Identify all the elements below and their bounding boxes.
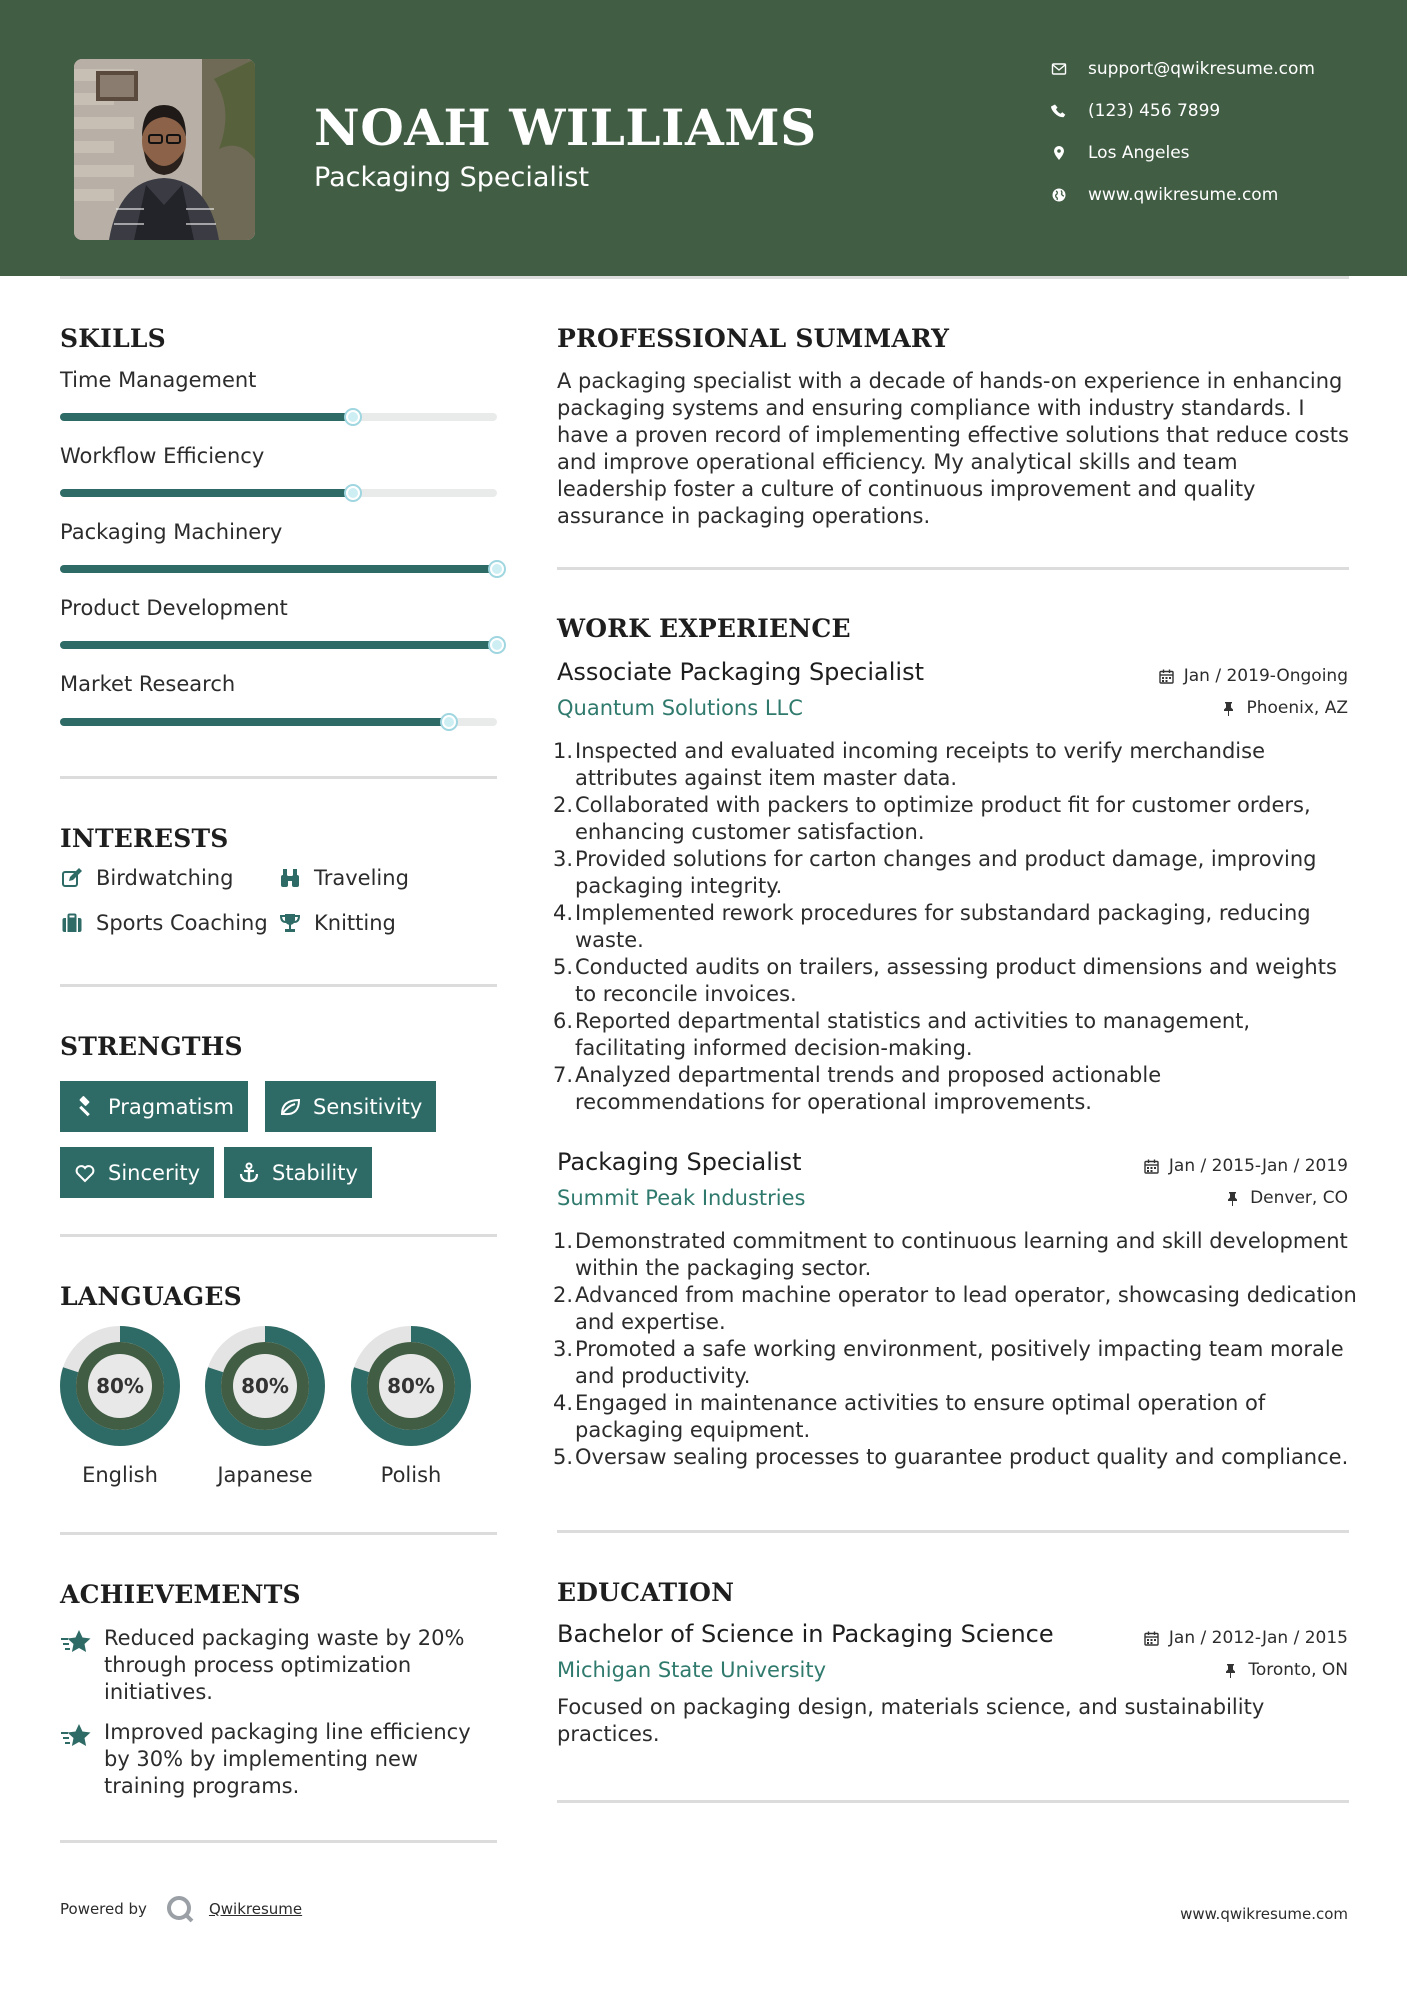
interest-label: Traveling [314,866,409,890]
job-bullet: 4. Implemented rework procedures for substandard packaging, reducing waste. [553,901,1311,952]
job-bullet: 7. Analyzed departmental trends and proposed actionable recommendations for operational improvements. [553,1063,1162,1114]
contact-location-text: Los Angeles [1088,143,1190,163]
interest-item [60,866,233,890]
education-school: Michigan State University [557,1658,827,1682]
candidate-title: Packaging Specialist [314,162,590,193]
calendar-icon [1144,1631,1159,1646]
education-heading: EDUCATION [557,1578,735,1607]
contact-website-text: www.qwikresume.com [1088,185,1279,205]
language-percent: 80% [96,1374,144,1398]
skill-bar-knob [344,408,362,426]
education-location [1223,1660,1348,1680]
interest-item [60,911,268,935]
job-bullet: 1. Inspected and evaluated incoming receipts to verify merchandise attributes against item master data. [553,739,1265,790]
skill-label: Workflow Efficiency [60,444,265,468]
language-donut [350,1325,472,1447]
languages-heading: LANGUAGES [60,1282,242,1311]
job-location [1221,698,1348,718]
section-divider [60,984,497,987]
job-bullets [553,738,1357,1116]
interest-label: Sports Coaching [96,911,268,935]
language-donut [59,1325,181,1447]
pushpin-icon [1223,1663,1238,1678]
summary-heading: PROFESSIONAL SUMMARY [557,324,950,353]
language-item [350,1325,472,1487]
skill-bar-knob [440,713,458,731]
skill-bar-fill [60,718,449,726]
strength-label: Stability [272,1160,358,1185]
interest-label: Birdwatching [96,866,234,890]
section-divider [557,1530,1349,1533]
strength-label: Pragmatism [108,1094,234,1119]
job-dates-text: Jan / 2015-Jan / 2019 [1168,1156,1348,1176]
skill-bar [60,489,497,497]
star-icon [60,1627,92,1659]
job-bullet: 5. Conducted audits on trailers, assessing product dimensions and weights to reconcile invoices. [553,955,1337,1006]
qwikresume-link[interactable]: Qwikresume [208,1900,303,1918]
skill-bar-fill [60,413,353,421]
skill-label: Time Management [60,368,257,392]
strength-chip [265,1081,436,1132]
interest-label: Knitting [314,911,396,935]
job-bullet: 1. Demonstrated commitment to continuous learning and skill development within the packaging sector. [553,1229,1348,1280]
skill-bar-fill [60,489,353,497]
contact-location [1050,138,1370,168]
education-description: Focused on packaging design, materials science, and sustainability practices. [557,1695,1265,1746]
powered-by [60,1894,302,1924]
calendar-icon [1159,669,1174,684]
briefcase-icon [60,911,84,935]
phone-icon [1050,102,1068,120]
binoculars-icon [278,866,302,890]
leaf-icon [279,1096,301,1118]
section-divider [60,1532,497,1535]
skill-bar-knob [344,484,362,502]
qwikresume-logo-icon [165,1894,195,1924]
envelope-icon [1050,60,1068,78]
contact-email[interactable] [1050,54,1370,84]
strength-chip [60,1147,214,1198]
skill-label: Packaging Machinery [60,520,283,544]
job-title: Associate Packaging Specialist [557,658,924,686]
contact-phone-text: (123) 456 7899 [1088,101,1221,121]
pushpin-icon [1221,701,1236,716]
header-divider [60,276,1349,279]
language-item [204,1325,326,1487]
job-dates [1159,666,1348,686]
job-location-text: Denver, CO [1250,1188,1348,1208]
anchor-icon [238,1162,260,1184]
interest-item [278,866,409,890]
skill-bar-knob [488,636,506,654]
job-bullet: 3. Provided solutions for carton changes and product damage, improving packaging integrity. [553,847,1317,898]
job-bullet: 3. Promoted a safe working environment, positively impacting team morale and productivity. [553,1337,1344,1388]
job-bullet: 2. Collaborated with packers to optimize product fit for customer orders, enhancing customer satisfaction. [553,793,1311,844]
job-bullet: 4. Engaged in maintenance activities to ensure optimal operation of packaging equipment. [553,1391,1266,1442]
globe-icon [1050,186,1068,204]
job-bullets [553,1228,1357,1471]
star-icon [60,1721,92,1753]
achievements-heading: ACHIEVEMENTS [60,1580,301,1609]
education-dates-text: Jan / 2012-Jan / 2015 [1168,1628,1348,1648]
achievement-item [60,1625,500,1706]
section-divider [60,776,497,779]
job-bullet: 5. Oversaw sealing processes to guarantee product quality and compliance. [553,1445,1349,1469]
job-location [1225,1188,1348,1208]
skill-bar [60,413,497,421]
skill-bar-fill [60,565,497,573]
profile-photo [74,59,255,240]
job-bullet: 6. Reported departmental statistics and activities to management, facilitating informed decision-making. [553,1009,1251,1060]
language-name: Japanese [217,1463,313,1487]
pushpin-icon [1225,1191,1240,1206]
contact-email-text: support@qwikresume.com [1088,59,1315,79]
skill-bar-fill [60,641,497,649]
skill-label: Market Research [60,672,236,696]
strength-label: Sincerity [108,1160,201,1185]
job-title: Packaging Specialist [557,1148,802,1176]
interest-item [278,911,396,935]
job-company: Quantum Solutions LLC [557,696,803,720]
strength-chip [60,1081,248,1132]
section-divider [557,1800,1349,1803]
education-degree: Bachelor of Science in Packaging Science [557,1620,1054,1648]
resume-header [0,0,1407,276]
experience-heading: WORK EXPERIENCE [557,614,851,643]
strength-chip [224,1147,372,1198]
skill-bar [60,718,497,726]
job-dates [1144,1156,1348,1176]
skill-label: Product Development [60,596,288,620]
section-divider [557,567,1349,570]
interests-heading: INTERESTS [60,824,229,853]
footer-website[interactable]: www.qwikresume.com [1180,1905,1348,1923]
trophy-icon [278,911,302,935]
skill-bar [60,565,497,573]
powered-by-text: Powered by [60,1900,147,1918]
language-donut [204,1325,326,1447]
section-divider [60,1840,497,1843]
contact-website[interactable] [1050,180,1370,210]
language-name: English [82,1463,158,1487]
education-dates [1144,1628,1348,1648]
language-item [59,1325,181,1487]
summary-text: A packaging specialist with a decade of hands-on experience in enhancing packaging systems and ensuring compliance with industry standards. I have a proven record of implementing effective solutions that reduce costs and improve operational efficiency. My analytical skills and team leadership foster a culture of continuous improvement and quality assurance in packaging operations. [557,369,1349,528]
calendar-icon [1144,1159,1159,1174]
language-percent: 80% [387,1374,435,1398]
edit-icon [60,866,84,890]
achievement-item [60,1719,500,1800]
heart-icon [74,1162,96,1184]
achievement-text: Improved packaging line efficiency by 30% by implementing new training programs. [104,1720,471,1798]
section-divider [60,1234,497,1237]
education-location-text: Toronto, ON [1248,1660,1348,1680]
strengths-heading: STRENGTHS [60,1032,243,1061]
skill-bar [60,641,497,649]
language-name: Polish [380,1463,442,1487]
candidate-name: NOAH WILLIAMS [314,98,817,157]
map-pin-icon [1050,144,1068,162]
language-percent: 80% [241,1374,289,1398]
job-dates-text: Jan / 2019-Ongoing [1183,666,1348,686]
contact-phone[interactable] [1050,96,1370,126]
skill-bar-knob [488,560,506,578]
job-company: Summit Peak Industries [557,1186,806,1210]
gavel-icon [74,1096,96,1118]
strength-label: Sensitivity [313,1094,423,1119]
skills-heading: SKILLS [60,324,166,353]
job-bullet: 2. Advanced from machine operator to lead operator, showcasing dedication and expertise. [553,1283,1357,1334]
job-location-text: Phoenix, AZ [1246,698,1348,718]
achievement-text: Reduced packaging waste by 20% through process optimization initiatives. [104,1626,465,1704]
